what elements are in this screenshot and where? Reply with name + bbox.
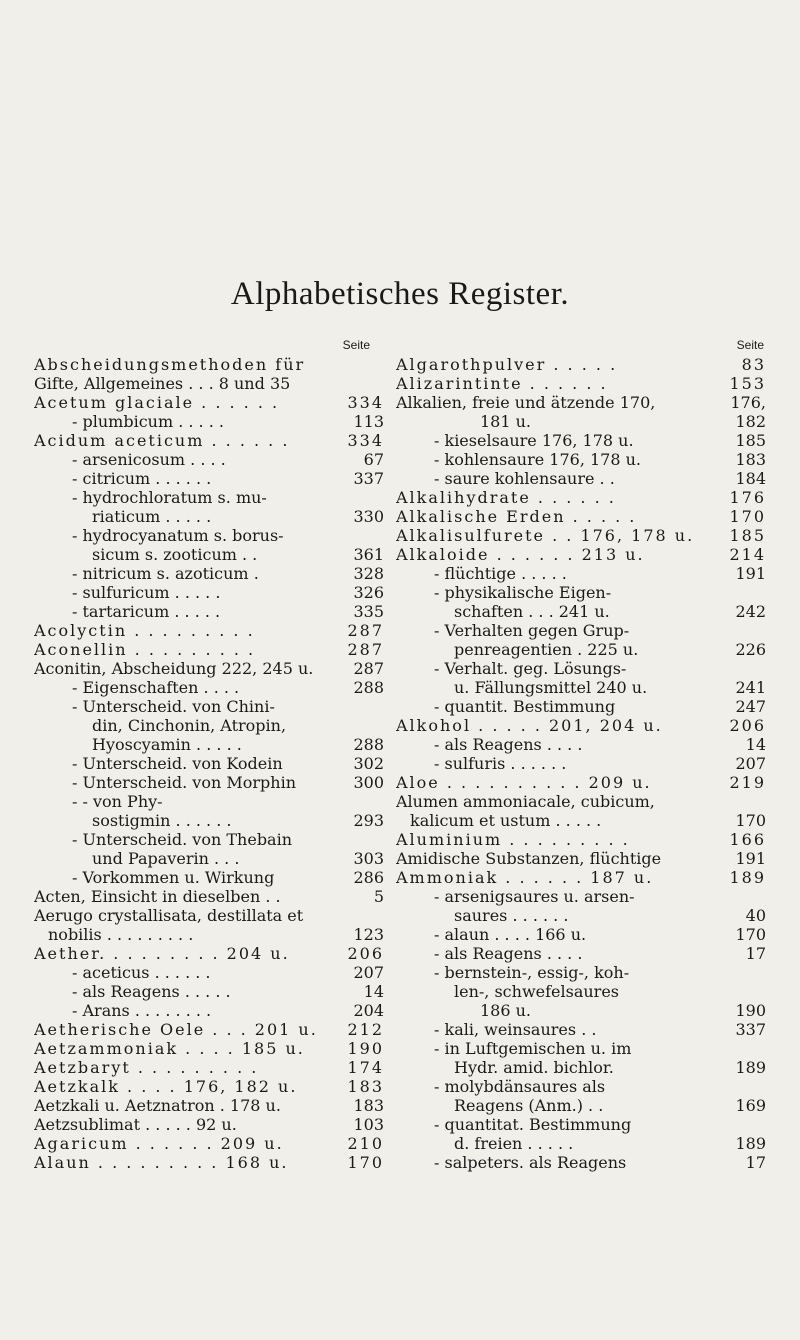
entry-text: Algarothpulver . . . . . bbox=[396, 355, 618, 374]
entry-page: 330 bbox=[353, 507, 384, 526]
entry-page: 190 bbox=[735, 1001, 766, 1020]
index-entry bbox=[396, 963, 766, 982]
entry-text: Acidum aceticum . . . . . . bbox=[34, 431, 290, 450]
index-entry bbox=[396, 602, 766, 621]
entry-text: Alkalisulfurete . . 176, 178 u. bbox=[396, 526, 695, 545]
entry-page bbox=[746, 1039, 766, 1058]
entry-page: 287 bbox=[347, 621, 384, 640]
entry-text: - quantitat. Bestimmung bbox=[434, 1115, 632, 1134]
entry-text: und Papaverin . . . bbox=[92, 849, 240, 868]
entry-page: 207 bbox=[353, 963, 384, 982]
index-entry bbox=[396, 526, 766, 545]
entry-text: - aceticus . . . . . . bbox=[72, 963, 211, 982]
entry-page: 247 bbox=[735, 697, 766, 716]
entry-text: - sulfuris . . . . . . bbox=[434, 754, 567, 773]
entry-page: 337 bbox=[353, 469, 384, 488]
index-entry bbox=[34, 640, 384, 659]
entry-text: Hydr. amid. bichlor. bbox=[454, 1058, 614, 1077]
entry-text: - arsenicosum . . . . bbox=[72, 450, 226, 469]
entry-text: - physikalische Eigen- bbox=[434, 583, 612, 602]
index-entry bbox=[396, 1153, 766, 1172]
entry-page: 337 bbox=[735, 1020, 766, 1039]
entry-page: 300 bbox=[353, 773, 384, 792]
index-entry bbox=[34, 1058, 384, 1077]
entry-text: - Verhalt. geg. Lösungs- bbox=[434, 659, 627, 678]
entry-page: 328 bbox=[353, 564, 384, 583]
index-entry bbox=[396, 773, 766, 792]
entry-text: - bernstein-, essig-, koh- bbox=[434, 963, 630, 982]
index-entry bbox=[34, 830, 384, 849]
entry-text: nobilis . . . . . . . . . bbox=[48, 925, 194, 944]
index-entry bbox=[34, 564, 384, 583]
entry-page: 288 bbox=[353, 678, 384, 697]
index-entry bbox=[396, 564, 766, 583]
entry-text: din, Cinchonin, Atropin, bbox=[92, 716, 287, 735]
entry-page: 170 bbox=[735, 811, 766, 830]
index-entry bbox=[34, 868, 384, 887]
entry-page: 326 bbox=[353, 583, 384, 602]
entry-page: 214 bbox=[729, 545, 766, 564]
entry-page bbox=[364, 374, 384, 393]
entry-text: Aerugo crystallisata, destillata et bbox=[34, 906, 304, 925]
entry-page: 14 bbox=[363, 982, 384, 1001]
index-entry bbox=[396, 792, 766, 811]
entry-page bbox=[364, 716, 384, 735]
entry-page: 5 bbox=[373, 887, 384, 906]
entry-page: 210 bbox=[347, 1134, 384, 1153]
right-column bbox=[396, 338, 766, 1172]
index-entry bbox=[34, 887, 384, 906]
entry-page: 170 bbox=[347, 1153, 384, 1172]
entry-text: - Unterscheid. von Kodein bbox=[72, 754, 283, 773]
entry-page: 185 bbox=[735, 431, 766, 450]
entry-text: Aluminium . . . . . . . . . bbox=[396, 830, 630, 849]
entry-text: Aetzkali u. Aetznatron . 178 u. bbox=[34, 1096, 281, 1115]
index-entry bbox=[34, 412, 384, 431]
entry-page bbox=[746, 659, 766, 678]
seite-header-left: Seite bbox=[342, 338, 370, 352]
entry-text: Hyoscyamin . . . . . bbox=[92, 735, 242, 754]
entry-text: Alkaloide . . . . . . 213 u. bbox=[396, 545, 645, 564]
entry-page: 207 bbox=[735, 754, 766, 773]
entry-text: Aetherische Oele . . . 201 u. bbox=[34, 1020, 318, 1039]
entry-text: Aetzsublimat . . . . . 92 u. bbox=[34, 1115, 237, 1134]
entry-page: 183 bbox=[353, 1096, 384, 1115]
entry-page: 189 bbox=[729, 868, 766, 887]
entry-text: Alkohol . . . . . 201, 204 u. bbox=[396, 716, 663, 735]
entry-text: - tartaricum . . . . . bbox=[72, 602, 221, 621]
entry-text: 186 u. bbox=[480, 1001, 532, 1020]
entry-page: 83 bbox=[741, 355, 766, 374]
index-entry bbox=[34, 944, 384, 963]
index-entry bbox=[396, 1001, 766, 1020]
entry-text: Acten, Einsicht in dieselben . . bbox=[34, 887, 281, 906]
entry-page: 166 bbox=[729, 830, 766, 849]
entry-text: - Unterscheid. von Morphin bbox=[72, 773, 296, 792]
entry-page: 17 bbox=[745, 944, 766, 963]
entry-text: - als Reagens . . . . bbox=[434, 944, 583, 963]
entry-text: Alizarintinte . . . . . . bbox=[396, 374, 608, 393]
entry-text: - - von Phy- bbox=[72, 792, 163, 811]
entry-text: - salpeters. als Reagens bbox=[434, 1153, 627, 1172]
entry-page bbox=[746, 583, 766, 602]
entry-page: 190 bbox=[347, 1039, 384, 1058]
entry-page: 184 bbox=[735, 469, 766, 488]
entry-text: - Unterscheid. von Chini- bbox=[72, 697, 275, 716]
entry-page: 226 bbox=[735, 640, 766, 659]
index-entry bbox=[396, 944, 766, 963]
index-entry bbox=[34, 545, 384, 564]
index-entry bbox=[34, 1001, 384, 1020]
entry-page: 113 bbox=[353, 412, 384, 431]
entry-page: 189 bbox=[735, 1058, 766, 1077]
entry-page bbox=[746, 1077, 766, 1096]
entry-text: - kohlensaure 176, 178 u. bbox=[434, 450, 641, 469]
entry-text: len-, schwefelsaures bbox=[454, 982, 619, 1001]
index-entry bbox=[396, 887, 766, 906]
entry-page: 288 bbox=[353, 735, 384, 754]
index-entry bbox=[34, 450, 384, 469]
entry-page: 189 bbox=[735, 1134, 766, 1153]
entry-page: 287 bbox=[347, 640, 384, 659]
index-entry bbox=[34, 1096, 384, 1115]
entry-text: - Verhalten gegen Grup- bbox=[434, 621, 630, 640]
index-entry bbox=[396, 640, 766, 659]
entry-page: 191 bbox=[735, 849, 766, 868]
entry-text: Alkalische Erden . . . . . bbox=[396, 507, 637, 526]
entry-page: 303 bbox=[353, 849, 384, 868]
index-entry bbox=[396, 830, 766, 849]
entry-text: Abscheidungsmethoden für bbox=[34, 355, 306, 374]
index-entry bbox=[34, 431, 384, 450]
index-entry bbox=[396, 469, 766, 488]
entry-text: sostigmin . . . . . . bbox=[92, 811, 232, 830]
entry-page: 293 bbox=[353, 811, 384, 830]
index-entry bbox=[34, 982, 384, 1001]
entry-text: - arsenigsaures u. arsen- bbox=[434, 887, 635, 906]
index-entry bbox=[396, 716, 766, 735]
entry-page bbox=[364, 526, 384, 545]
entry-page: 334 bbox=[347, 431, 384, 450]
left-column bbox=[34, 338, 384, 1172]
entry-text: Acetum glaciale . . . . . . bbox=[34, 393, 280, 412]
entry-text: schaften . . . 241 u. bbox=[454, 602, 610, 621]
entry-page: 185 bbox=[729, 526, 766, 545]
index-entry bbox=[34, 507, 384, 526]
index-entry bbox=[34, 1039, 384, 1058]
entry-text: kalicum et ustum . . . . . bbox=[410, 811, 602, 830]
entry-page: 17 bbox=[745, 1153, 766, 1172]
index-entry bbox=[396, 1020, 766, 1039]
entry-text: - plumbicum . . . . . bbox=[72, 412, 224, 431]
entry-page: 334 bbox=[347, 393, 384, 412]
entry-page: 123 bbox=[353, 925, 384, 944]
index-entry bbox=[34, 735, 384, 754]
entry-text: penreagentien . 225 u. bbox=[454, 640, 639, 659]
entry-page: 40 bbox=[745, 906, 766, 925]
entry-text: - sulfuricum . . . . . bbox=[72, 583, 221, 602]
entry-page: 183 bbox=[735, 450, 766, 469]
index-entry bbox=[396, 906, 766, 925]
entry-text: Ammoniak . . . . . . 187 u. bbox=[396, 868, 654, 887]
entry-page bbox=[364, 792, 384, 811]
entry-page: 212 bbox=[347, 1020, 384, 1039]
index-entry bbox=[396, 811, 766, 830]
index-entry bbox=[396, 982, 766, 1001]
entry-page: 176 bbox=[729, 488, 766, 507]
entry-page: 176, bbox=[730, 393, 766, 412]
entry-page: 153 bbox=[729, 374, 766, 393]
entry-page: 204 bbox=[353, 1001, 384, 1020]
index-entry bbox=[396, 431, 766, 450]
entry-text: Aetzbaryt . . . . . . . . . bbox=[34, 1058, 259, 1077]
index-entry bbox=[34, 374, 384, 393]
entry-page: 335 bbox=[353, 602, 384, 621]
entry-text: Aether. . . . . . . . . 204 u. bbox=[34, 944, 290, 963]
entry-page: 242 bbox=[735, 602, 766, 621]
index-entry bbox=[396, 545, 766, 564]
entry-text: 181 u. bbox=[480, 412, 532, 431]
entry-text: - quantit. Bestimmung bbox=[434, 697, 616, 716]
entry-text: Aloe . . . . . . . . . . 209 u. bbox=[396, 773, 652, 792]
entry-page: 67 bbox=[363, 450, 384, 469]
entry-page bbox=[746, 1115, 766, 1134]
entry-page: 361 bbox=[353, 545, 384, 564]
index-entry bbox=[34, 1020, 384, 1039]
page-title: Alphabetisches Register. bbox=[230, 276, 570, 312]
index-entry bbox=[34, 697, 384, 716]
entry-text: - Arans . . . . . . . . bbox=[72, 1001, 212, 1020]
entry-text: Alumen ammoniacale, cubicum, bbox=[396, 792, 655, 811]
entry-page bbox=[746, 963, 766, 982]
entry-text: - saure kohlensaure . . bbox=[434, 469, 615, 488]
index-entry bbox=[34, 849, 384, 868]
entry-page: 286 bbox=[353, 868, 384, 887]
entry-text: Reagens (Anm.) . . bbox=[454, 1096, 604, 1115]
entry-text: Agaricum . . . . . . 209 u. bbox=[34, 1134, 284, 1153]
index-entry bbox=[396, 1039, 766, 1058]
index-entry bbox=[396, 1058, 766, 1077]
index-entry bbox=[396, 374, 766, 393]
entry-text: Amidische Substanzen, flüchtige bbox=[396, 849, 662, 868]
index-entry bbox=[396, 393, 766, 412]
entry-text: - hydrochloratum s. mu- bbox=[72, 488, 267, 507]
entry-text: - in Luftgemischen u. im bbox=[434, 1039, 632, 1058]
entry-text: Acolyctin . . . . . . . . . bbox=[34, 621, 255, 640]
index-entry bbox=[34, 659, 384, 678]
index-entry bbox=[396, 1077, 766, 1096]
index-entry bbox=[396, 849, 766, 868]
entry-text: - citricum . . . . . . bbox=[72, 469, 212, 488]
index-entry bbox=[396, 412, 766, 431]
index-entry bbox=[34, 1134, 384, 1153]
index-entry bbox=[34, 1115, 384, 1134]
index-entry bbox=[34, 773, 384, 792]
entry-page bbox=[746, 982, 766, 1001]
entry-page: 14 bbox=[745, 735, 766, 754]
index-entry bbox=[396, 488, 766, 507]
entry-page: 302 bbox=[353, 754, 384, 773]
entry-page: 219 bbox=[729, 773, 766, 792]
entry-page: 206 bbox=[347, 944, 384, 963]
index-entry bbox=[34, 963, 384, 982]
index-entry bbox=[34, 716, 384, 735]
entry-page: 103 bbox=[353, 1115, 384, 1134]
entry-page bbox=[364, 488, 384, 507]
index-entry bbox=[396, 1134, 766, 1153]
index-entry bbox=[396, 621, 766, 640]
entry-page: 287 bbox=[353, 659, 384, 678]
entry-text: - flüchtige . . . . . bbox=[434, 564, 567, 583]
entry-page bbox=[364, 355, 384, 374]
entry-text: Alkalien, freie und ätzende 170, bbox=[396, 393, 656, 412]
index-entry bbox=[34, 602, 384, 621]
index-entry bbox=[34, 393, 384, 412]
index-entry bbox=[396, 868, 766, 887]
entry-text: - Unterscheid. von Thebain bbox=[72, 830, 293, 849]
right-entries bbox=[396, 355, 766, 1172]
index-entry bbox=[396, 697, 766, 716]
index-entry bbox=[34, 1077, 384, 1096]
entry-page bbox=[364, 906, 384, 925]
entry-text: - Vorkommen u. Wirkung bbox=[72, 868, 275, 887]
entry-text: riaticum . . . . . bbox=[92, 507, 212, 526]
index-entry bbox=[396, 450, 766, 469]
entry-text: Aetzkalk . . . . 176, 182 u. bbox=[34, 1077, 298, 1096]
entry-text: Aconitin, Abscheidung 222, 245 u. bbox=[34, 659, 314, 678]
entry-page: 170 bbox=[735, 925, 766, 944]
entry-page bbox=[746, 792, 766, 811]
entry-text: - Eigenschaften . . . . bbox=[72, 678, 240, 697]
entry-text: sicum s. zooticum . . bbox=[92, 545, 258, 564]
index-entry bbox=[34, 469, 384, 488]
entry-text: - als Reagens . . . . bbox=[434, 735, 583, 754]
index-entry bbox=[34, 621, 384, 640]
index-entry bbox=[34, 1153, 384, 1172]
entry-page: 241 bbox=[735, 678, 766, 697]
entry-page: 183 bbox=[347, 1077, 384, 1096]
index-entry bbox=[396, 735, 766, 754]
entry-page: 170 bbox=[729, 507, 766, 526]
index-entry bbox=[34, 526, 384, 545]
index-entry bbox=[396, 583, 766, 602]
entry-text: - molybdänsaures als bbox=[434, 1077, 606, 1096]
index-entry bbox=[34, 355, 384, 374]
index-entry bbox=[34, 754, 384, 773]
entry-text: - alaun . . . . 166 u. bbox=[434, 925, 587, 944]
entry-text: Alaun . . . . . . . . . 168 u. bbox=[34, 1153, 289, 1172]
index-entry bbox=[396, 1115, 766, 1134]
entry-page bbox=[364, 830, 384, 849]
entry-text: - als Reagens . . . . . bbox=[72, 982, 231, 1001]
entry-text: - kali, weinsaures . . bbox=[434, 1020, 597, 1039]
index-entry bbox=[34, 906, 384, 925]
entry-page: 182 bbox=[735, 412, 766, 431]
entry-text: Alkalihydrate . . . . . . bbox=[396, 488, 616, 507]
entry-text: Gifte, Allgemeines . . . 8 und 35 bbox=[34, 374, 291, 393]
index-entry bbox=[34, 811, 384, 830]
index-entry bbox=[34, 925, 384, 944]
index-entry bbox=[396, 659, 766, 678]
index-entry bbox=[396, 355, 766, 374]
entry-page bbox=[746, 887, 766, 906]
entry-text: - nitricum s. azoticum . bbox=[72, 564, 259, 583]
index-entry bbox=[396, 1096, 766, 1115]
entry-page: 169 bbox=[735, 1096, 766, 1115]
index-entry bbox=[396, 925, 766, 944]
entry-page bbox=[364, 697, 384, 716]
index-entry bbox=[34, 792, 384, 811]
entry-text: Aetzammoniak . . . . 185 u. bbox=[34, 1039, 305, 1058]
entry-page: 174 bbox=[347, 1058, 384, 1077]
index-entry bbox=[396, 678, 766, 697]
entry-page bbox=[746, 621, 766, 640]
index-entry bbox=[34, 678, 384, 697]
entry-text: d. freien . . . . . bbox=[454, 1134, 574, 1153]
index-entry bbox=[396, 507, 766, 526]
index-entry bbox=[396, 754, 766, 773]
entry-text: u. Fällungsmittel 240 u. bbox=[454, 678, 648, 697]
entry-text: Aconellin . . . . . . . . . bbox=[34, 640, 256, 659]
entry-text: - hydrocyanatum s. borus- bbox=[72, 526, 284, 545]
left-entries bbox=[34, 355, 384, 1172]
entry-page: 191 bbox=[735, 564, 766, 583]
entry-text: saures . . . . . . bbox=[454, 906, 569, 925]
entry-page: 206 bbox=[729, 716, 766, 735]
seite-header-right: Seite bbox=[736, 338, 764, 352]
index-entry bbox=[34, 488, 384, 507]
entry-text: - kieselsaure 176, 178 u. bbox=[434, 431, 634, 450]
index-entry bbox=[34, 583, 384, 602]
